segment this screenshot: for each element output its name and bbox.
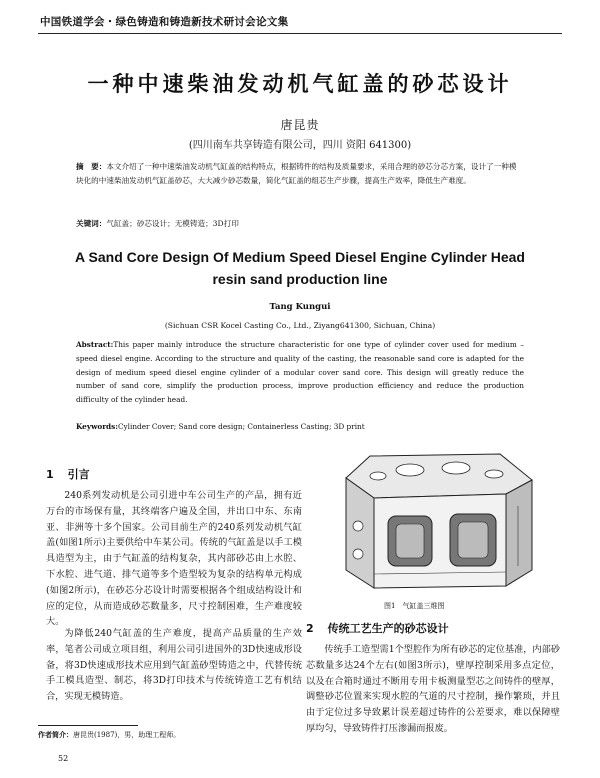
section2-paragraph-1: 传统手工造型需1个型腔作为所有砂芯的定位基准，内部砂芯数量多达24个左右(如图3所示)，壁厚控制采用多点定位，以及在合箱时通过不断用专用卡板测量型芯之间铸件的壁厚，调整砂芯位置来实现水腔的气道的尺寸控制，操作繁琐，并且由于定位过多导致累计误差超过铸件的公差要求，难以保障壁厚均匀，导致铸件打压渗漏而报废。 [306,644,560,734]
running-head: 中国铁道学会・绿色铸造和铸造新技术研讨会论文集 [40,16,289,28]
section1-title: 引言 [67,468,90,481]
footnote [38,730,180,740]
english-abstract-label: Abstract: [76,340,114,349]
page-number: 52 [58,754,69,763]
boss-icon [370,472,386,480]
port-inner-right [458,522,488,558]
cylinder-head-right-face [506,480,532,586]
english-title-line1: A Sand Core Design Of Medium Speed Diesel Engine Cylinder Head [75,249,525,265]
chinese-abstract [76,160,524,188]
figure1-caption: 图1 气缸盖三维图 [384,602,445,610]
section1-number: 1 [46,468,54,481]
boss-icon [396,464,424,476]
section2-title: 传统工艺生产的砂芯设计 [327,622,449,635]
section2-heading [306,620,449,636]
english-title-line2: resin sand production line [212,271,388,287]
english-abstract [76,338,524,407]
chinese-author: 唐昆贵 [280,118,320,132]
cylinder-head-side-face [346,478,374,588]
chinese-keywords [76,218,524,229]
section2-number: 2 [306,622,314,635]
footnote-text: 唐昆贵(1987)，男，助理工程师。 [73,731,181,739]
chinese-abstract-label: 摘 要： [76,162,107,171]
bolt-hole-icon [353,521,363,531]
chinese-keywords-label: 关键词： [76,219,107,228]
footnote-rule [38,725,138,726]
boss-icon [485,470,503,478]
english-author: Tang Kungui [269,302,331,312]
chinese-abstract-text: 本文介绍了一种中速柴油发动机气缸盖的结构特点，根据铸件的结构及质量要求，采用合理的砂芯分芯方案，设计了一种模块化的中速柴油发动机气缸盖砂芯，大大减少砂芯数量，简化气缸盖的组芯生产步骤，提高生产效率，降低生产难度。 [76,162,517,186]
bolt-hole-icon [353,549,363,559]
section1-paragraph-1: 240系列发动机是公司引进中车公司生产的产品，拥有近万台的市场保有量，其终端客户遍及全国，并出口中东、东南亚、非洲等十多个国家。公司目前生产的240系列发动机气缸盖(如图1所示)主要供给中车某公司。传统的气缸盖是以手工模具造型为主，由于气缸盖的结构复杂，其内部砂芯由上水腔、下水腔、进气道、排气道等多个造型较为复杂的结构单元构成(如图2所示)，在砂芯分芯设计时需要根据各个组成结构设计和应的定位，从而造成砂芯数量多，尺寸控制困难，生产难度较大。 [46,490,302,628]
english-affiliation: (Sichuan CSR Kocel Casting Co., Ltd., Ziyang641300, Sichuan, China) [164,321,436,330]
english-abstract-text: This paper mainly introduce the structure characteristic for one type of cylinder cover used for medium – speed diesel engine. According to the structure and quality of the casting, the reasonable sand core is adapted for the design of medium speed diesel engine cylinder of a modular cover sand core. This design will greatly reduce the number of sand core, simplify the production process, improve production efficiency and reduce the production difficulty of the cylinder head. [76,340,524,405]
boss-icon [442,462,470,474]
chinese-affiliation: (四川南车共享铸造有限公司，四川 资阳 641300) [188,140,412,151]
english-keywords-text: Cylinder Cover; Sand core design; Containerless Casting; 3D print [117,422,365,431]
chinese-title: 一种中速柴油发动机气缸盖的砂芯设计 [87,72,513,96]
english-keywords-label: Keywords: [76,422,118,431]
footnote-label: 作者简介： [38,730,73,739]
cylinder-head-figure [318,446,562,596]
header-rule [38,33,562,34]
english-title [60,246,540,290]
section1-heading [46,466,90,482]
section1-paragraph-2: 为降低240气缸盖的生产难度，提高产品质量的生产效率，笔者公司成立项目组，利用公司引进国外的3D快速成形设备，将3D快速成形技术应用到气缸盖砂型铸造之中，代替传统手工模具造型、制芯，将3D打印技术与传统铸造工艺有机结合，实现无模铸造。 [46,628,302,703]
port-inner-left [396,524,424,558]
chinese-keywords-text: 气缸盖；砂芯设计；无模铸造；3D打印 [106,219,239,228]
english-keywords [76,422,524,431]
